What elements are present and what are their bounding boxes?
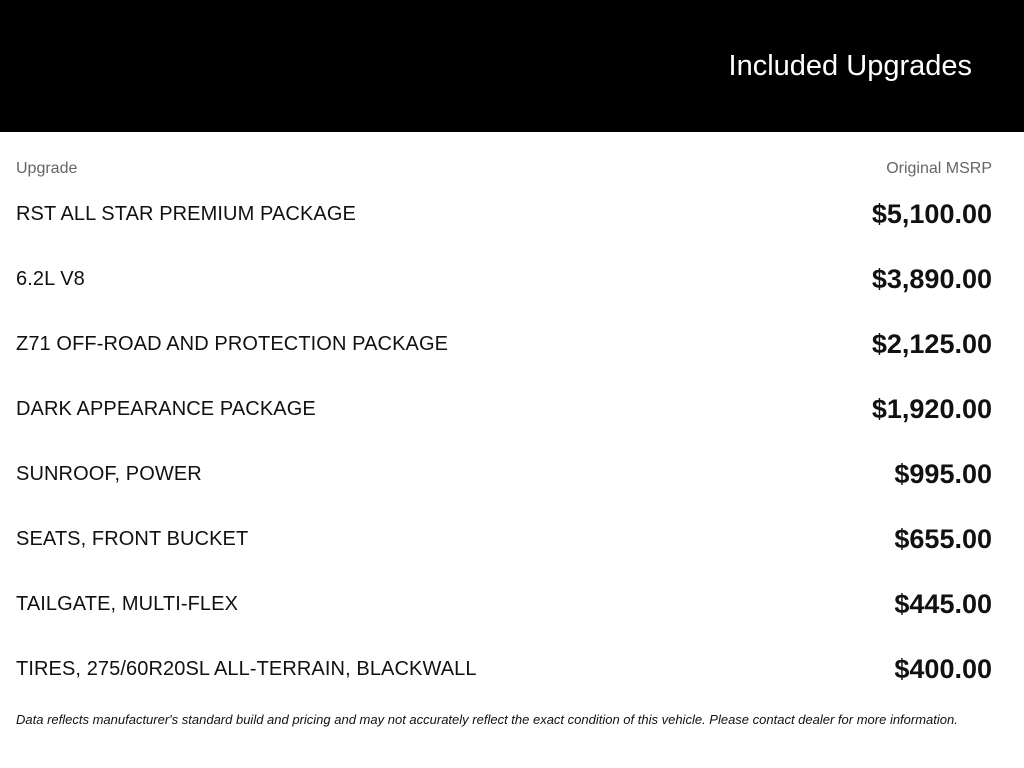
table-row [16, 442, 992, 507]
column-header-upgrade: Upgrade [16, 160, 78, 177]
table-row [16, 507, 992, 572]
upgrade-name: SUNROOF, POWER [16, 463, 202, 485]
upgrade-name: SEATS, FRONT BUCKET [16, 528, 249, 550]
upgrade-name: Z71 OFF-ROAD AND PROTECTION PACKAGE [16, 333, 449, 355]
upgrade-price: $2,125.00 [871, 329, 992, 359]
table-row [16, 572, 992, 637]
upgrade-price: $655.00 [894, 524, 992, 554]
upgrade-price: $400.00 [894, 654, 992, 684]
upgrade-name: DARK APPEARANCE PACKAGE [16, 398, 316, 420]
table-row [16, 377, 992, 442]
table-row [16, 247, 992, 312]
upgrade-name: TIRES, 275/60R20SL ALL-TERRAIN, BLACKWALL [16, 658, 477, 680]
table-body [16, 182, 992, 702]
disclaimer-text: Data reflects manufacturer's standard build and pricing and may not accurately reflect the exact condition of this vehicle. Please contact dealer for more information. [16, 712, 958, 727]
upgrade-name: TAILGATE, MULTI-FLEX [16, 593, 239, 615]
upgrade-price: $5,100.00 [871, 199, 992, 229]
upgrade-price: $3,890.00 [871, 264, 992, 294]
table-row [16, 182, 992, 247]
table-row [16, 637, 992, 702]
column-header-msrp: Original MSRP [886, 160, 992, 177]
upgrades-table [16, 158, 992, 702]
page-title: Included Upgrades [728, 50, 972, 82]
header-banner [0, 0, 1024, 132]
upgrade-price: $445.00 [894, 589, 992, 619]
upgrade-price: $1,920.00 [871, 394, 992, 424]
table-row [16, 312, 992, 377]
upgrade-name: RST ALL STAR PREMIUM PACKAGE [16, 203, 356, 225]
table-header-row [16, 158, 992, 182]
upgrade-name: 6.2L V8 [16, 268, 85, 290]
upgrade-price: $995.00 [894, 459, 992, 489]
